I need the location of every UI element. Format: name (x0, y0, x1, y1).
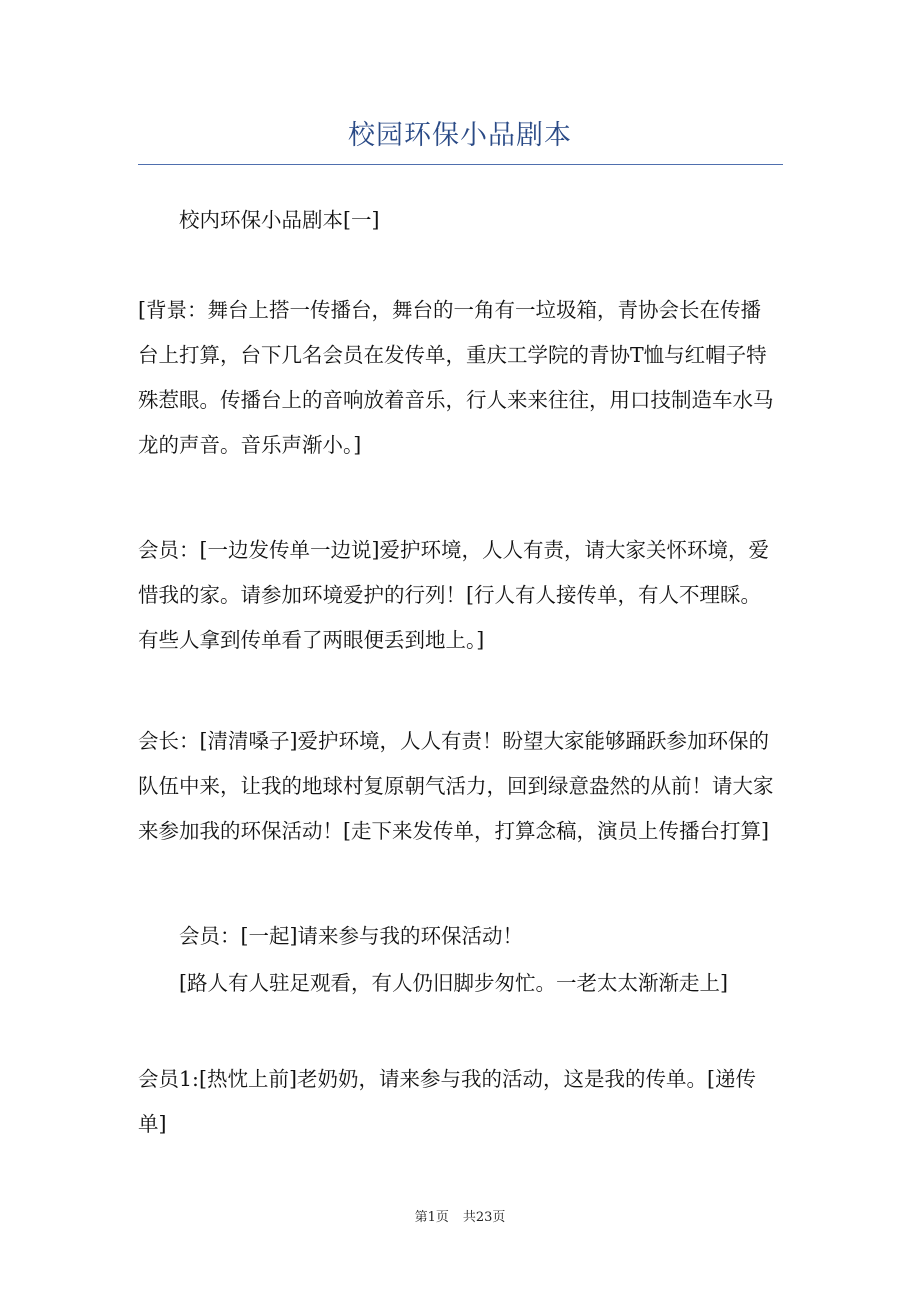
paragraph-president-speech: 会长：[清清嗓子]爱护环境，人人有责！盼望大家能够踊跃参加环保的队伍中来，让我的地球村复原朝气活力，回到绿意盎然的从前！请大家来参加我的环保活动！[走下来发传单，打算念稿，演员上传播台打算] (138, 729, 774, 843)
paragraph-member1-speech: 会员1:[热忱上前]老奶奶，请来参与我的活动，这是我的传单。[递传单] (138, 1067, 756, 1136)
section-heading: 校内环保小品剧本[一] (179, 208, 380, 232)
paragraph-stage-direction: [路人有人驻足观看，有人仍旧脚步匆忙。一老太太渐渐走上] (179, 971, 728, 995)
paragraph-background: [背景：舞台上搭一传播台，舞台的一角有一垃圾箱，青协会长在传播台上打算，台下几名会员在发传单，重庆工学院的青协T恤与红帽子特殊惹眼。传播台上的音响放着音乐，行人来来往往，用口技制造车水马龙的声音。音乐声渐小。] (138, 298, 774, 457)
page-footer (0, 1206, 920, 1225)
page-total: 共23页 (462, 1210, 506, 1225)
paragraph-members-together: 会员：[一起]请来参与我的环保活动！ (179, 924, 523, 948)
page-title: 校园环保小品剧本 (348, 120, 572, 151)
title-divider (138, 164, 783, 165)
page-number: 第1页 (414, 1210, 449, 1225)
paragraph-member-speech: 会员：[一边发传单一边说]爱护环境，人人有责，请大家关怀环境，爱惜我的家。请参加环境爱护的行列！[行人有人接传单，有人不理睬。有些人拿到传单看了两眼便丢到地上。] (138, 538, 769, 652)
